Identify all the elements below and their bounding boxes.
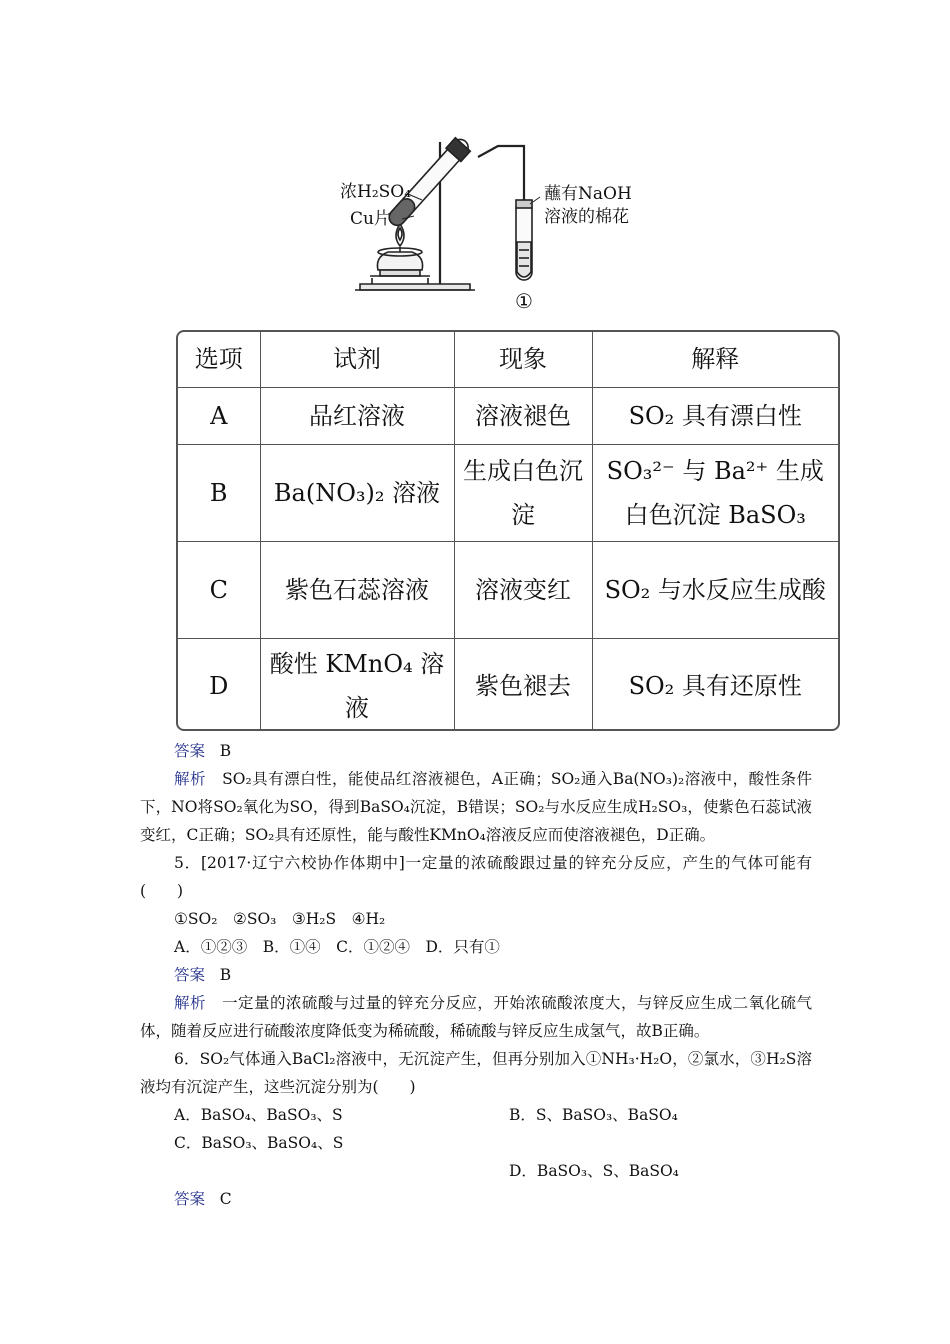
- q6-answer-line: [174, 1185, 232, 1213]
- answer-key: 答案: [174, 742, 206, 760]
- q5-analysis: [140, 989, 812, 1045]
- cell-explanation: SO₂ 与水反应生成酸: [592, 541, 838, 638]
- options-table: [176, 330, 840, 731]
- q5-choices: A．①②③ B．①④ C．①②④ D．只有①: [174, 938, 500, 956]
- cell-phenomenon: 溶液褪色: [454, 387, 592, 444]
- q5-answer-line: [174, 961, 231, 989]
- label-tube-number: ①: [515, 289, 533, 313]
- q5-analysis-text: 一定量的浓硫酸与过量的锌充分反应，开始浓硫酸浓度大，与锌反应生成二氧化硫气体，随着反应进行硫酸浓度降低变为稀硫酸，稀硫酸与锌反应生成氢气，故B正确。: [140, 994, 812, 1040]
- q6-stem: 6．SO₂气体通入BaCl₂溶液中，无沉淀产生，但再分别加入①NH₃·H₂O，②氯水，③H₂S溶液均有沉淀产生，这些沉淀分别为( ): [140, 1050, 812, 1096]
- cell-phenomenon: 紫色褪去: [454, 638, 592, 731]
- label-naoh-cotton-2: 溶液的棉花: [544, 207, 629, 227]
- cell-explanation: SO₃²⁻ 与 Ba²⁺ 生成白色沉淀 BaSO₃: [592, 444, 838, 541]
- cell-explanation: SO₂ 具有还原性: [592, 638, 838, 731]
- cell-option: C: [178, 541, 260, 638]
- cell-explanation: SO₂ 具有漂白性: [592, 387, 838, 444]
- apparatus-figure: [330, 122, 660, 322]
- cell-reagent: 酸性 KMnO₄ 溶液: [260, 638, 454, 731]
- cell-reagent: 紫色石蕊溶液: [260, 541, 454, 638]
- cell-reagent: Ba(NO₃)₂ 溶液: [260, 444, 454, 541]
- q6-choice-d: D．BaSO₃、S、BaSO₄: [509, 1162, 679, 1180]
- q4-answer: B: [219, 742, 232, 760]
- header-phenomenon: 现象: [454, 332, 592, 387]
- cell-option: A: [178, 387, 260, 444]
- q4-analysis-text: SO₂具有漂白性，能使品红溶液褪色，A正确；SO₂通入Ba(NO₃)₂溶液中，酸性条件下，NO将SO₂氧化为SO，得到BaSO₄沉淀，B错误；SO₂与水反应生成H₂SO₃，使紫色石蕊试液变红，C正确；SO₂具有还原性，能与酸性KMnO₄溶液反应而使溶液褪色，D正确。: [140, 770, 812, 844]
- q5-stem: 5．[2017·辽宁六校协作体期中]一定量的浓硫酸跟过量的锌充分反应，产生的气体可能有( ): [140, 854, 812, 900]
- table-row: [178, 387, 838, 444]
- label-concentrated-sulfuric-acid: 浓H₂SO₄: [340, 182, 412, 202]
- label-copper-piece: Cu片: [350, 209, 391, 229]
- q6-answer: C: [219, 1190, 232, 1208]
- q6-choice-c: C．BaSO₃、BaSO₄、S: [174, 1134, 344, 1152]
- header-reagent: 试剂: [260, 332, 454, 387]
- q6-choice-b: B．S、BaSO₃、BaSO₄: [509, 1106, 678, 1124]
- q5-answer: B: [219, 966, 232, 984]
- table-row: [178, 444, 838, 541]
- answer-key: 答案: [174, 1190, 206, 1208]
- table-row: [178, 638, 838, 731]
- q4-answer-line: [174, 737, 231, 765]
- label-naoh-cotton-1: 蘸有NaOH: [544, 184, 632, 204]
- q5-items: ①SO₂ ②SO₃ ③H₂S ④H₂: [174, 910, 386, 928]
- table-header-row: [178, 332, 838, 387]
- header-explanation: 解释: [592, 332, 838, 387]
- answer-key: 答案: [174, 966, 206, 984]
- cell-phenomenon: 生成白色沉淀: [454, 444, 592, 541]
- table-row: [178, 541, 838, 638]
- q4-analysis: [140, 765, 812, 849]
- cell-reagent: 品红溶液: [260, 387, 454, 444]
- cell-option: D: [178, 638, 260, 731]
- analysis-key: 解析: [174, 770, 206, 788]
- q6-choice-a: A．BaSO₄、BaSO₃、S: [174, 1106, 343, 1124]
- analysis-key: 解析: [174, 994, 206, 1012]
- cell-option: B: [178, 444, 260, 541]
- header-option: 选项: [178, 332, 260, 387]
- cell-phenomenon: 溶液变红: [454, 541, 592, 638]
